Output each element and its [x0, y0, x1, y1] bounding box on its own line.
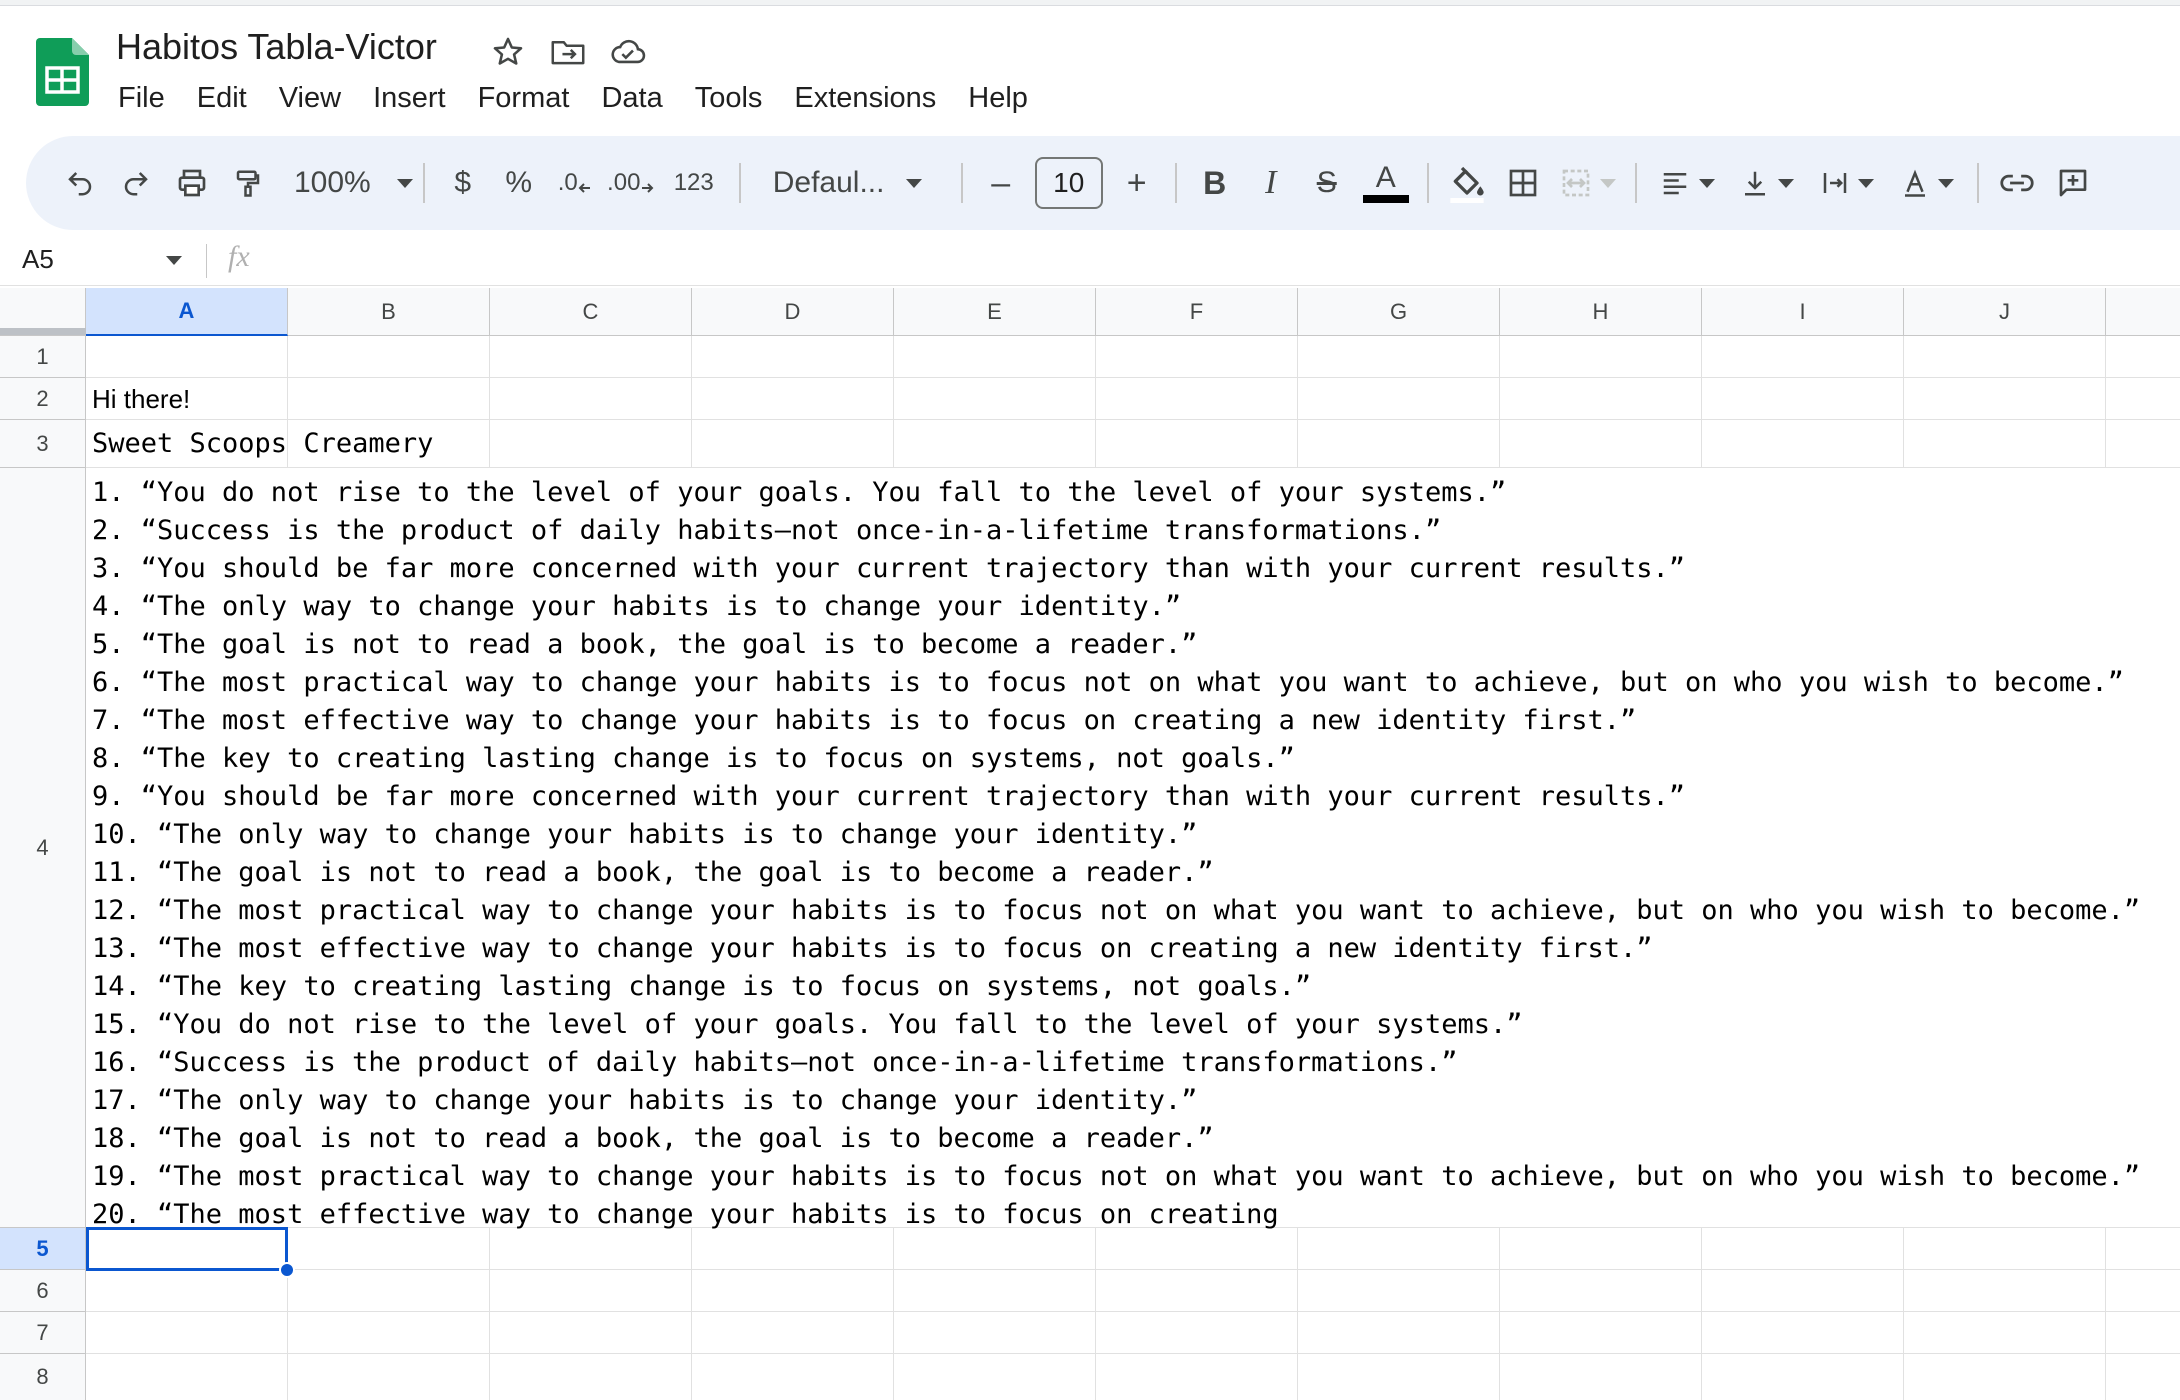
merge-cells-icon — [1560, 167, 1592, 199]
arrow-left-icon — [578, 172, 592, 194]
print-icon — [176, 167, 208, 199]
formula-input[interactable] — [280, 242, 2160, 280]
list-item: 14. “The key to creating lasting change is to focus on systems, not goals.” — [92, 971, 1312, 1002]
formula-bar — [0, 236, 2180, 286]
list-item: 19. “The most practical way to change your habits is to focus not on what you want to achieve, but on who you wish to become.” — [92, 1161, 2141, 1192]
font-size-input[interactable]: 10 — [1035, 157, 1103, 209]
list-item: 10. “The only way to change your habits is to change your identity.” — [92, 819, 1198, 850]
toolbar-divider — [423, 163, 425, 203]
toolbar-divider — [961, 163, 963, 203]
decrease-decimal-label: .0 — [557, 169, 578, 196]
chevron-down-icon — [906, 179, 922, 188]
column-header-e[interactable]: E — [894, 288, 1096, 336]
gridline — [1499, 336, 1500, 468]
gridline — [86, 1353, 2180, 1354]
text-rotation-button[interactable] — [1887, 153, 1967, 213]
menu-data[interactable]: Data — [601, 82, 663, 114]
gridline — [1499, 1228, 1500, 1400]
frozen-row-bar — [0, 328, 86, 335]
list-item: 1. “You do not rise to the level of your goals. You fall to the level of your systems.” — [92, 477, 1507, 508]
gridline — [86, 1311, 2180, 1312]
row-header-4[interactable]: 4 — [0, 468, 86, 1228]
cell-a4[interactable] — [92, 474, 2140, 1234]
gridline — [489, 1228, 490, 1400]
formula-bar-divider — [206, 244, 207, 278]
gridline — [2105, 336, 2106, 468]
list-item: 20. “The most effective way to change your habits is to focus on creating — [92, 1199, 1279, 1230]
star-icon[interactable] — [486, 30, 530, 74]
increase-decimal-button[interactable] — [603, 153, 659, 213]
column-header-c[interactable]: C — [490, 288, 692, 336]
chevron-down-icon — [1600, 179, 1616, 188]
row-header-1[interactable]: 1 — [0, 336, 86, 378]
align-left-icon — [1659, 168, 1691, 198]
document-title[interactable]: Habitos Tabla-Victor — [116, 26, 437, 67]
borders-icon — [1507, 167, 1539, 199]
paint-bucket-icon — [1447, 163, 1487, 203]
plus-label: + — [1126, 163, 1147, 202]
text-wrapping-button[interactable] — [1807, 153, 1887, 213]
gridline — [1095, 1228, 1096, 1400]
gridline — [86, 419, 2180, 420]
chevron-down-icon — [397, 179, 413, 188]
cell-a2[interactable]: Hi there! — [92, 384, 191, 414]
column-header-i[interactable]: I — [1702, 288, 1904, 336]
row-header-8[interactable]: 8 — [0, 1354, 86, 1400]
gridline — [489, 336, 490, 468]
move-to-folder-icon[interactable] — [546, 30, 590, 74]
align-bottom-icon — [1740, 168, 1770, 198]
bold-label: B — [1203, 164, 1227, 201]
gridline — [86, 377, 2180, 378]
title-actions — [486, 30, 650, 74]
italic-button[interactable] — [1243, 153, 1299, 213]
row-header-2[interactable]: 2 — [0, 378, 86, 420]
fx-icon: fx — [228, 240, 250, 273]
column-header-g[interactable]: G — [1298, 288, 1500, 336]
toolbar-divider — [1427, 163, 1429, 203]
decrease-decimal-button[interactable] — [547, 153, 603, 213]
decrease-font-size-button[interactable] — [973, 153, 1029, 213]
zoom-value: 100% — [294, 166, 371, 199]
vertical-align-button[interactable] — [1727, 153, 1807, 213]
gridline — [86, 1269, 2180, 1270]
chevron-down-icon — [1858, 179, 1874, 188]
list-item: 17. “The only way to change your habits is to change your identity.” — [92, 1085, 1198, 1116]
menu-file[interactable]: File — [118, 82, 165, 114]
insert-comment-button[interactable] — [2045, 153, 2101, 213]
gridline — [893, 336, 894, 468]
gridline — [1297, 336, 1298, 468]
list-item: 15. “You do not rise to the level of your goals. You fall to the level of your systems.” — [92, 1009, 1523, 1040]
row-header-5[interactable]: 5 — [0, 1228, 86, 1270]
paint-format-icon — [233, 167, 263, 199]
column-header-k[interactable] — [2106, 288, 2180, 336]
toolbar-divider — [1977, 163, 1979, 203]
redo-icon — [121, 168, 151, 198]
undo-button[interactable] — [52, 153, 108, 213]
selected-cell-a5[interactable] — [86, 1227, 288, 1271]
minus-label: – — [991, 163, 1011, 202]
column-header-h[interactable]: H — [1500, 288, 1702, 336]
percent-label: % — [505, 166, 533, 199]
chevron-down-icon[interactable] — [166, 256, 182, 265]
list-item: 16. “Success is the product of daily habits—not once-in-a-lifetime transformations.” — [92, 1047, 1458, 1078]
list-item: 6. “The most practical way to change your habits is to focus not on what you want to achieve, but on who you wish to become.” — [92, 667, 2124, 698]
text-wrap-icon — [1820, 168, 1850, 198]
chevron-down-icon — [1938, 179, 1954, 188]
increase-font-size-button[interactable] — [1109, 153, 1165, 213]
menu-bar — [102, 78, 1044, 118]
italic-label: I — [1265, 164, 1277, 201]
gridline — [1095, 336, 1096, 468]
gridline — [691, 1228, 692, 1400]
menu-help[interactable]: Help — [968, 82, 1028, 114]
text-color-button[interactable] — [1355, 153, 1417, 213]
font-family-select[interactable] — [751, 153, 951, 213]
toolbar-divider — [1635, 163, 1637, 203]
cloud-status-icon[interactable] — [606, 30, 650, 74]
arrow-right-icon — [640, 172, 654, 194]
column-header-f[interactable]: F — [1096, 288, 1298, 336]
menu-tools[interactable]: Tools — [694, 82, 763, 114]
gridline — [1701, 336, 1702, 468]
fill-handle[interactable] — [279, 1262, 295, 1278]
column-header-d[interactable]: D — [692, 288, 894, 336]
fill-color-button[interactable] — [1439, 153, 1495, 213]
strikethrough-label: S — [1316, 166, 1337, 199]
menu-edit[interactable]: Edit — [196, 82, 247, 114]
gridline — [1297, 1228, 1298, 1400]
list-item: 13. “The most effective way to change your habits is to focus on creating a new identity first.” — [92, 933, 1653, 964]
undo-icon — [65, 168, 95, 198]
insert-link-button[interactable] — [1989, 153, 2045, 213]
menu-view[interactable]: View — [278, 82, 342, 114]
row-header-7[interactable]: 7 — [0, 1312, 86, 1354]
column-header-b[interactable]: B — [288, 288, 490, 336]
cell-a3[interactable]: Sweet Scoops Creamery — [92, 428, 434, 459]
format-currency-button[interactable] — [435, 153, 491, 213]
name-box[interactable]: A5 — [22, 244, 54, 274]
list-item: 8. “The key to creating lasting change is to focus on systems, not goals.” — [92, 743, 1295, 774]
list-item: 18. “The goal is not to read a book, the goal is to become a reader.” — [92, 1123, 1214, 1154]
add-comment-icon — [2057, 167, 2089, 199]
chevron-down-icon — [1778, 179, 1794, 188]
merge-cells-button[interactable] — [1551, 153, 1625, 213]
toolbar-divider — [1175, 163, 1177, 203]
column-header-a[interactable]: A — [86, 288, 288, 336]
row-header-6[interactable]: 6 — [0, 1270, 86, 1312]
more-formats-label: 123 — [673, 169, 714, 196]
column-header-j[interactable]: J — [1904, 288, 2106, 336]
row-header-3[interactable]: 3 — [0, 420, 86, 468]
menu-format[interactable]: Format — [477, 82, 570, 114]
gridline — [86, 467, 2180, 468]
paint-format-button[interactable] — [220, 153, 276, 213]
window-top-edge — [0, 0, 2180, 6]
gridline — [1903, 336, 1904, 468]
list-item: 4. “The only way to change your habits is to change your identity.” — [92, 591, 1182, 622]
toolbar-divider — [739, 163, 741, 203]
toolbar — [26, 136, 2180, 230]
list-item: 7. “The most effective way to change your habits is to focus on creating a new identity first.” — [92, 705, 1637, 736]
gridline — [2105, 1228, 2106, 1400]
bold-button[interactable] — [1187, 153, 1243, 213]
gridline — [1903, 1228, 1904, 1400]
gridline — [691, 336, 692, 468]
font-family-value: Defaul... — [772, 166, 885, 199]
list-item: 3. “You should be far more concerned with your current trajectory than with your current results.” — [92, 553, 1686, 584]
gridline — [893, 1228, 894, 1400]
list-item: 11. “The goal is not to read a book, the goal is to become a reader.” — [92, 857, 1214, 888]
text-rotation-icon — [1900, 168, 1930, 198]
google-sheets-logo-icon[interactable] — [36, 38, 89, 106]
spreadsheet-grid — [0, 288, 2180, 1400]
gridline — [1701, 1228, 1702, 1400]
borders-button[interactable] — [1495, 153, 1551, 213]
strikethrough-button[interactable] — [1299, 153, 1355, 213]
horizontal-align-button[interactable] — [1647, 153, 1727, 213]
increase-decimal-label: .00 — [607, 169, 641, 196]
list-item: 9. “You should be far more concerned with your current trajectory than with your current results.” — [92, 781, 1686, 812]
currency-label: $ — [454, 166, 472, 199]
list-item: 12. “The most practical way to change your habits is to focus not on what you want to achieve, but on who you wish to become.” — [92, 895, 2141, 926]
text-color-label: A — [1375, 161, 1396, 194]
link-icon — [1999, 168, 2035, 198]
chevron-down-icon — [1699, 179, 1715, 188]
zoom-select[interactable] — [276, 153, 413, 213]
select-all-corner[interactable] — [0, 288, 86, 336]
format-percent-button[interactable] — [491, 153, 547, 213]
print-button[interactable] — [164, 153, 220, 213]
list-item: 2. “Success is the product of daily habits—not once-in-a-lifetime transformations.” — [92, 515, 1442, 546]
text-color-swatch — [1363, 195, 1409, 203]
menu-extensions[interactable]: Extensions — [794, 82, 937, 114]
more-formats-button[interactable] — [659, 153, 729, 213]
redo-button[interactable] — [108, 153, 164, 213]
menu-insert[interactable]: Insert — [373, 82, 446, 114]
list-item: 5. “The goal is not to read a book, the goal is to become a reader.” — [92, 629, 1198, 660]
